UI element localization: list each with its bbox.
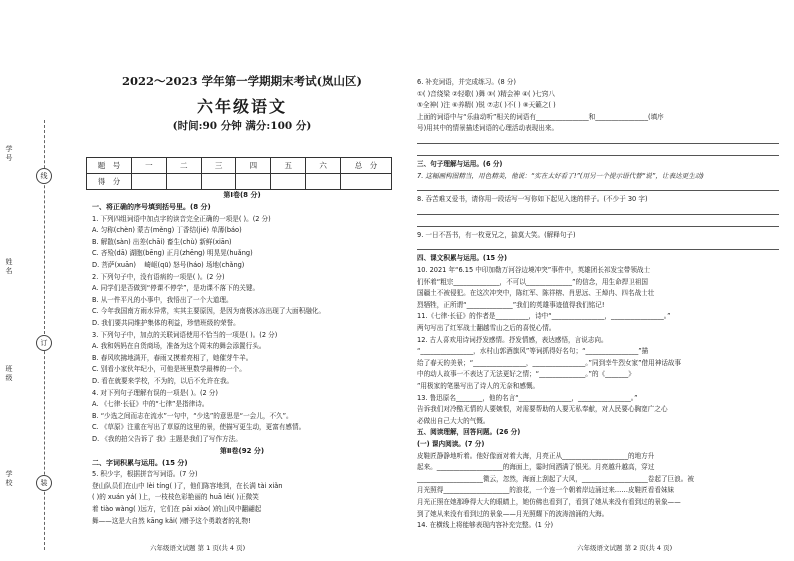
score-cell: 五: [271, 158, 306, 174]
question-line: A. 同学们是否做到“停课不停学”，是功课不落下的关键。: [92, 284, 260, 293]
score-cell: 总 分: [341, 158, 392, 174]
exam-subject: 六年级语文: [196, 97, 287, 116]
question-line: 两句写出了红军战士翻越雪山之后的喜悦心情。: [417, 324, 556, 332]
question-line: 着 tiào wàng( )远方，它们在 pāi xiào( )的山风中翻翩起: [92, 505, 262, 513]
question-line: D. 菩萨(xuān) ㅤ崎岖(qū) 怒号(háo) 场地(chǎng): [92, 261, 245, 269]
question-line: B. “少选之间而志在流水”一句中，“少选”的意思是“一会儿，不久”。: [92, 411, 293, 420]
score-input-cell[interactable]: [271, 174, 306, 190]
score-input-cell[interactable]: [132, 174, 167, 190]
answer-line[interactable]: [417, 226, 779, 227]
question-line: A. 我和妈妈在自货商场，准备为这个周末的舞会添置行头。: [92, 342, 266, 351]
question-line: 2. 下列句子中，没有语病的一项是( )。(2 分): [92, 272, 225, 281]
score-cell: 六: [306, 158, 341, 174]
score-cell: 三: [201, 158, 236, 174]
question-line: B. 从一件平凡的小事中，我悟出了一个大道理。: [92, 295, 233, 304]
question-line: 号)用其中的情景描述词语的心理活动表现出来。: [417, 124, 559, 133]
question-line: 13. 鲁迅原名________，他的名言“________________，________________。”: [417, 393, 638, 402]
question-line: C. 《草原》注重在写出了草原的这里的景，使描写更生动，更富有感情。: [92, 423, 306, 432]
part-heading: 第Ⅱ卷(92 分): [219, 446, 265, 455]
score-table-score-row: [87, 174, 392, 190]
score-table-header-row: [87, 158, 392, 174]
question-line: C. 今年我国南方雨水异常，实其主要原因，是因为南极冰冻出现了大面积融化。: [92, 307, 325, 316]
question-line: 上面的词语中与“乐曲动听”相关的词语有________________和________________(填序: [417, 112, 664, 121]
score-cell: 得 分: [87, 174, 132, 190]
question-line: 告诉我们对冷酷无情的人要嫉恨，对需要帮助的人要无私奉献，对人民要心胸宽广之心: [417, 405, 668, 414]
binding-margin: [0, 0, 92, 561]
question-line: 4. 对下列句子理解有误的一项是( )。(2 分): [92, 388, 218, 397]
score-cell: 二: [166, 158, 201, 174]
question-line: 11.《七律·长征》的作者是__________，诗中“________________，________________。”: [417, 312, 671, 321]
answer-line[interactable]: [417, 143, 779, 144]
binding-mark-bind: 装: [36, 475, 52, 491]
question-line: 14. 在横线上将能够表现内容补充完整。(1 分): [417, 521, 554, 530]
question-line: 中的动人故事一不表达了无法更好之情；“______________。”的《_______》: [417, 370, 635, 379]
question-line: 们怀着“粗宗______________，不可以______________”的信念，用生命捍卫祖国: [417, 277, 649, 286]
question-line: 必做出自己大大的气慨。: [417, 416, 490, 425]
question-line: D. 我们要共同维护集体的利益，珍惜班级的荣誉。: [92, 319, 240, 327]
question-line: 登山队员们在山中 lèi tíng( )了，他们陈容地到，在长满 tài xiǎn: [92, 481, 283, 490]
question-line: 10. 2021 年“6.15 中印加勒万河谷边境冲突”事件中，英雄团长祁发宝带领战士: [417, 266, 651, 274]
section-heading: 二、字词积累与运用。(15 分): [92, 458, 188, 467]
score-cell: 题 号: [87, 158, 132, 174]
page-right: [397, 0, 794, 561]
right-content: [417, 0, 779, 561]
question-line: 起来。____________________的海面上，霎时间洒满了银光。月亮越升越高，穿过: [417, 463, 655, 472]
score-input-cell[interactable]: [236, 174, 271, 190]
question-line: ⑤全神( )注 ⑥养精( )锐 ⑦志( )不( ) ⑧天籁之( ): [417, 101, 556, 110]
question-line: 月光照得____________________的浪花，一个连一个朝着岸边涌过来……皮鞋匠看看妹妹: [417, 486, 675, 495]
section-heading: 一、将正确的序号填到括号里。(8 分): [92, 203, 211, 211]
label-school: 学校: [5, 470, 13, 488]
answer-line[interactable]: [417, 155, 779, 156]
question-line: C. 别看小家伙年纪小，可他是班里数学最棒的一个。: [92, 365, 246, 374]
question-line: 7. 这幅画构图精当，用色精美，他说：“实在太好看了!”(用另一个提示语代替“说”，让表达更生动): [417, 171, 704, 180]
question-line: A. 匀称(chèn) 蒙古(měng) 丁香结(jié) 单薄(báo): [92, 226, 242, 235]
question-line: D. 《我的拍父告诉了 我》主题是我们了写作方法。: [92, 435, 242, 443]
question-line: 5. 积少字，根据拼音写词语。(7 分): [92, 470, 198, 479]
question-line: 舞——这是大自然 kāng kǎi( )赠予这个勇敢者的礼物!: [92, 516, 251, 525]
question-line: 12. 古人喜欢用诗词抒发感情。抒发情感，表达感悟，言说志向。: [417, 335, 608, 344]
score-cell: 四: [236, 158, 271, 174]
question-line: ①( )音绕梁 ②轻歌( )舞 ③( )精会神 ④( )七窍八: [417, 89, 556, 98]
footer-left: 六年级语文试题 第 1 页(共 4 页): [150, 544, 246, 552]
answer-line[interactable]: [417, 190, 779, 191]
section-heading: (一) 课内阅读。(7 分): [417, 440, 485, 448]
question-line: 月光正照在她那睁得大大的眼睛上，她仿佛也看到了，看到了她从来没有看到过的景象——: [417, 498, 681, 506]
answer-line[interactable]: [417, 214, 779, 215]
question-line: 1. 下列四组词语中加点字的读音完全正确的一项是( )。(2 分): [92, 214, 271, 223]
question-line: 烈牺牲，正所谓“______________”我们的英雄事迹值得我们铭记!: [417, 300, 605, 309]
score-table: [86, 157, 392, 190]
question-line: ( )的 xuán yá( )上，一枝枝色彩艳丽的 huā lěi( )正微笑: [92, 493, 259, 502]
label-name: 姓名: [5, 258, 13, 276]
binding-mark-line: 线: [36, 168, 52, 184]
question-line: “________________，水村山郭酒旗风”等词抓得好名句；“________________”描: [417, 347, 649, 356]
exam-title: 2022～2023 学年第一学期期末考试(岚山区): [122, 74, 362, 88]
score-cell: 一: [132, 158, 167, 174]
score-input-cell[interactable]: [201, 174, 236, 190]
question-line: 3. 下列句子中，加点的关联词语使用不恰当的一项是( )。(2 分): [92, 330, 278, 339]
question-line: 皮鞋匠静静地听着。他好像面对着大海，月亮正从____________________的地方升: [417, 451, 655, 460]
left-content: [92, 0, 392, 561]
question-line: 9. 一日不吾书，有一枚竟兄之，揣莫大笑。(解释句子): [417, 230, 576, 239]
question-line: 到了她从来没有看到过的景象——月光照耀下的波涛汹涌的大海。: [417, 509, 609, 518]
exam-meta: (时间:90 分钟 满分:100 分): [172, 120, 312, 132]
question-line: C. 吝殓(dā) 湖胞(bēng) 正月(zhēng) 明晃晃(huǎng): [92, 249, 253, 258]
section-heading: 五、阅读理解，回答问题。(26 分): [417, 428, 521, 437]
question-line: ____________________微云，忽然，海面上刮起了大风，____________________卷起了巨浪。被: [417, 474, 694, 483]
question-line: A. 《七律·长征》中的“七律”是指律诗。: [92, 400, 209, 409]
score-input-cell[interactable]: [166, 174, 201, 190]
question-line: 8. 吞苦难又爱书，请你用一段话写一写你如下起见入迷的样子。(不少于 30 字): [417, 195, 648, 204]
footer-right: 六年级语文试题 第 2 页(共 4 页): [577, 544, 673, 552]
score-input-cell[interactable]: [341, 174, 392, 190]
score-input-cell[interactable]: [306, 174, 341, 190]
part-heading: 第Ⅰ卷(8 分): [223, 191, 261, 199]
answer-line[interactable]: [417, 249, 779, 250]
question-line: 给了春天的美景；“________________，________________。”同到幸牛烈女家”借用神话故事: [417, 358, 682, 367]
question-line: B. 春风吹拂地满开，春雨又摸着亮相了，她催芽牛羊。: [92, 353, 253, 362]
question-line: 国疆土不被侵犯。在这次冲突中，陈红军、陈祥榕、肖思远、王焯冉、四名战士壮: [417, 289, 655, 298]
question-line: B. 解散(sàn) 出差(chāi) 畜生(chù) 新鲜(xiān): [92, 237, 232, 246]
question-line: ”用极家的笔墨写出了诗人的无奈和感慨。: [417, 382, 540, 390]
section-heading: 三、句子理解与运用。(6 分): [417, 160, 503, 168]
label-class: 班级: [5, 365, 13, 383]
question-line: 6. 补充词语，并完成练习。(8 分): [417, 78, 516, 86]
question-line: D. 看在就要来学校，不为的，以后不允许在我。: [92, 377, 234, 385]
binding-mark-order: 订: [36, 335, 52, 351]
section-heading: 四、课文积累与运用。(15 分): [417, 254, 508, 263]
label-student-number: 学号: [5, 145, 13, 163]
